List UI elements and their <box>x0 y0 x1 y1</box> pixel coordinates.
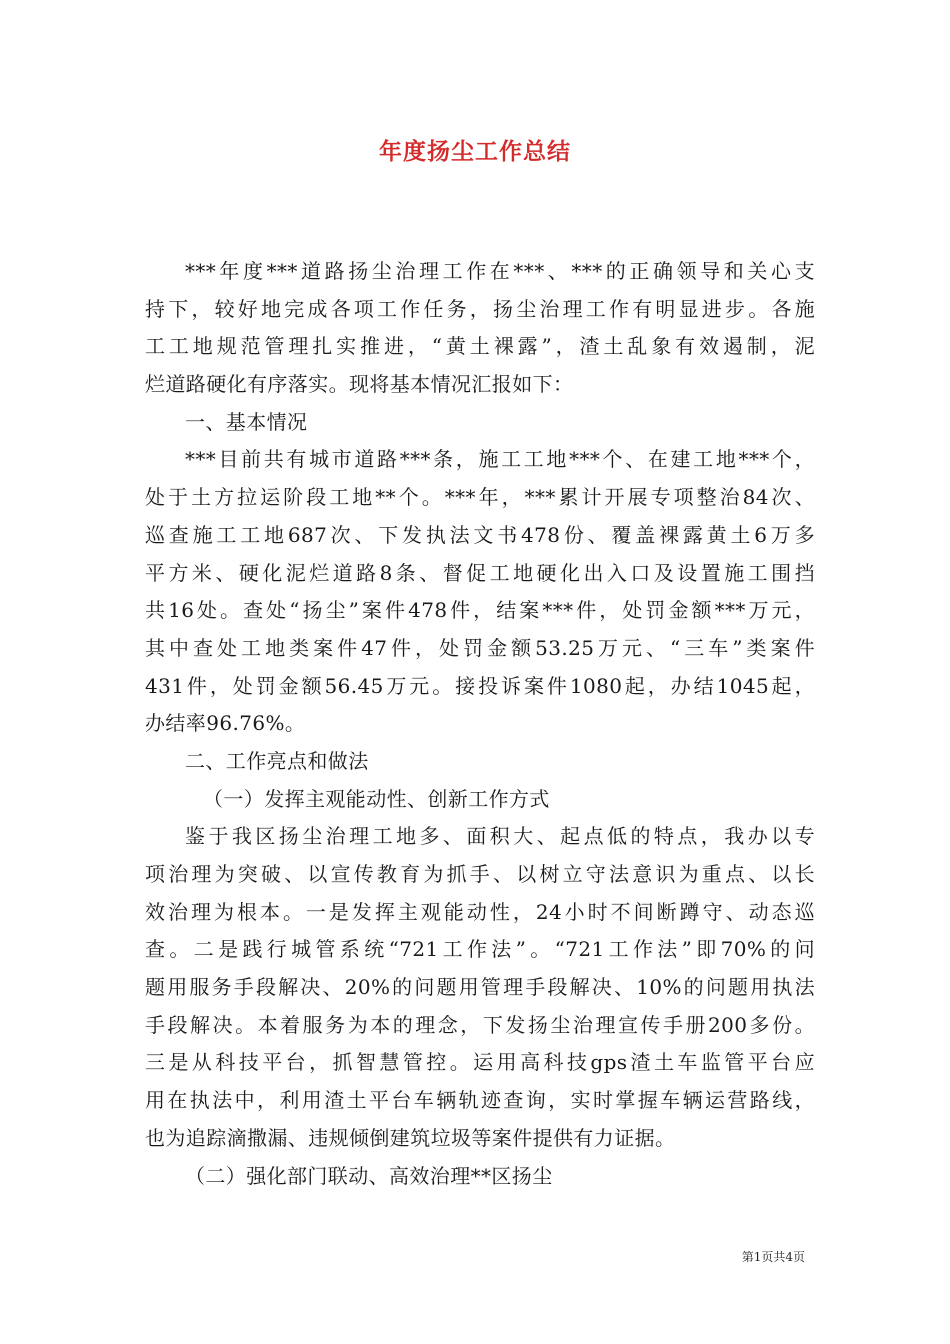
text-line: ***年度***道路扬尘治理工作在***、***的正确领导和关心支 <box>185 259 815 283</box>
text-line: 用在执法中，利用渣土平台车辆轨迹查询，实时掌握车辆运营路线， <box>145 1088 815 1113</box>
text-line: 三是从科技平台，抓智慧管控。运用高科技gps渣土车监管平台应 <box>145 1050 815 1075</box>
text-line: （一）发挥主观能动性、创新工作方式 <box>203 786 550 811</box>
text-line: 项治理为突破、以宣传教育为抓手、以树立守法意识为重点、以长 <box>145 862 815 886</box>
text-line: 二、工作亮点和做法 <box>185 748 369 773</box>
text-line: 431件，处罚金额56.45万元。接投诉案件1080起，办结1045起， <box>145 673 815 698</box>
page-number: 第1页共4页 <box>741 1250 805 1264</box>
text-line: 工工地规范管理扎实推进，“黄土裸露”，渣土乱象有效遏制，泥 <box>145 334 815 359</box>
text-line: 效治理为根本。一是发挥主观能动性，24小时不间断蹲守、动态巡 <box>145 899 815 924</box>
text-line: 平方米、硬化泥烂道路8条、督促工地硬化出入口及设置施工围挡 <box>145 560 815 585</box>
document-title: 年度扬尘工作总结 <box>379 139 571 165</box>
text-line: 题用服务手段解决、20%的问题用管理手段解决、10%的问题用执法 <box>145 975 815 1000</box>
text-line: 持下，较好地完成各项工作任务，扬尘治理工作有明显进步。各施 <box>145 296 815 321</box>
text-line: 烂道路硬化有序落实。现将基本情况汇报如下： <box>145 372 574 397</box>
text-line: （二）强化部门联动、高效治理**区扬尘 <box>185 1163 553 1188</box>
text-line: 鉴于我区扬尘治理工地多、面积大、起点低的特点，我办以专 <box>185 824 815 849</box>
text-line: 手段解决。本着服务为本的理念，下发扬尘治理宣传手册200多份。 <box>145 1012 815 1037</box>
text-line: 一、基本情况 <box>185 409 308 434</box>
text-line: 办结率96.76%。 <box>145 711 306 736</box>
text-line: 也为追踪滴撒漏、违规倾倒建筑垃圾等案件提供有力证据。 <box>145 1125 676 1150</box>
text-line: 其中查处工地类案件47件，处罚金额53.25万元、“三车”类案件 <box>145 635 815 660</box>
text-line: 处于土方拉运阶段工地**个。***年，***累计开展专项整治84次、 <box>145 485 815 510</box>
text-line: 查。二是践行城管系统“721工作法”。“721工作法”即70%的问 <box>145 937 815 962</box>
text-line: 共16处。查处“扬尘”案件478件，结案***件，处罚金额***万元， <box>145 598 815 623</box>
document-body <box>145 253 815 1195</box>
text-line: ***目前共有城市道路***条，施工工地***个、在建工地***个， <box>185 447 815 472</box>
text-line: 巡查施工工地687次、下发执法文书478份、覆盖裸露黄土6万多 <box>145 522 815 547</box>
